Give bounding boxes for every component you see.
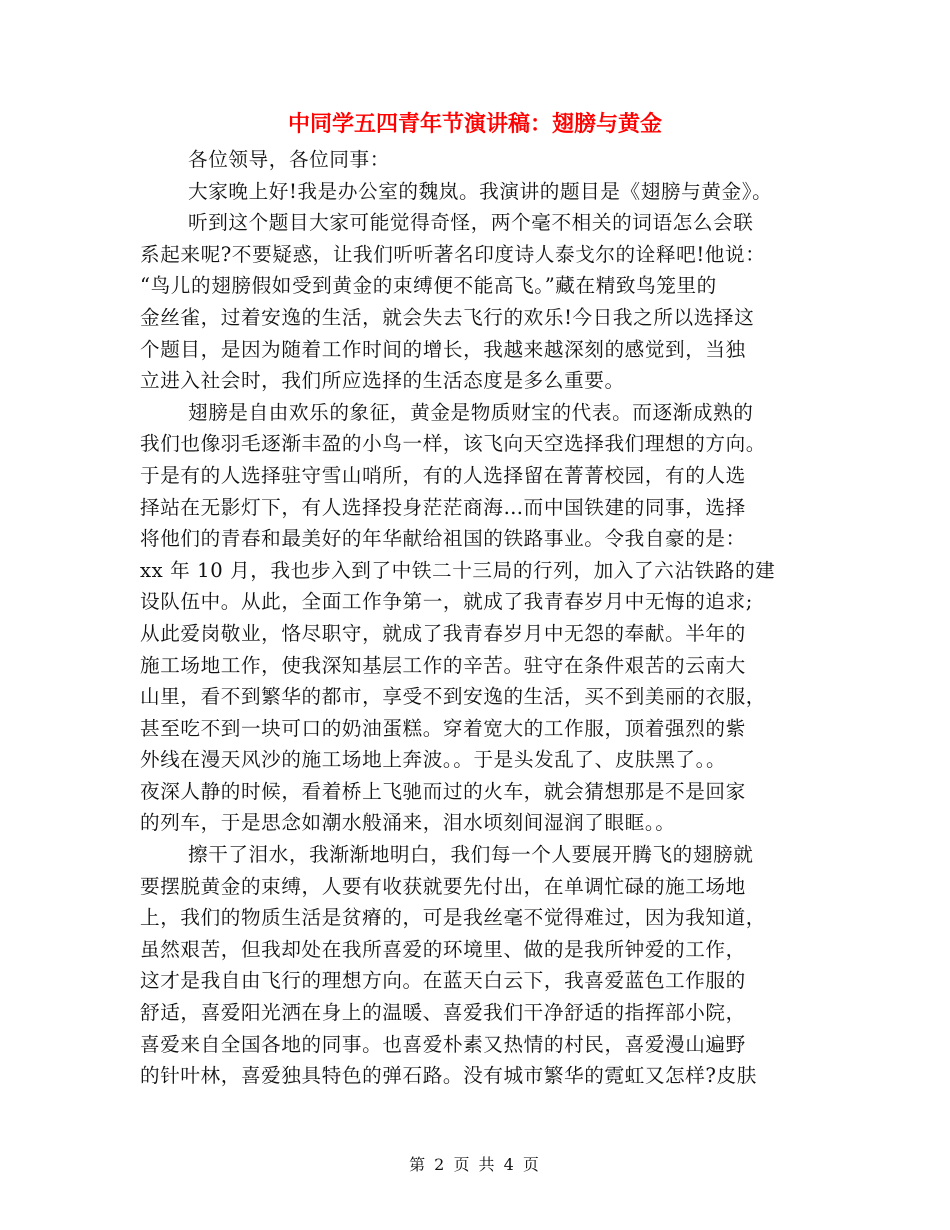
- page-footer: 第 2 页 共 4 页: [409, 1155, 541, 1174]
- text-line: 喜爱来自全国各地的同事。也喜爱朴素又热情的村民，喜爱漫山遍野: [140, 1032, 746, 1056]
- text-line: 虽然艰苦，但我却处在我所喜爱的环境里、做的是我所钟爱的工作，: [140, 937, 746, 961]
- document-body: [140, 144, 812, 1092]
- text-line: 于是有的人选择驻守雪山哨所，有的人选择留在菁菁校园，有的人选: [140, 463, 746, 487]
- text-line: 各位领导，各位同事：: [188, 148, 390, 171]
- text-line: 从此爱岗敬业，恪尽职守，就成了我青春岁月中无怨的奉献。半年的: [140, 621, 746, 645]
- text-line: 夜深人静的时候，看着桥上飞驰而过的火车，就会猜想那是不是回家: [140, 779, 746, 803]
- text-line: 设队伍中。从此，全面工作争第一，就成了我青春岁月中无悔的追求;: [140, 590, 754, 614]
- text-line: 上，我们的物质生活是贫瘠的，可是我丝毫不觉得难过，因为我知道，: [140, 906, 767, 930]
- text-line: xx 年 10 月，我也步入到了中铁二十三局的行列，加入了六沾铁路的建: [140, 558, 776, 582]
- text-line: 山里，看不到繁华的都市，享受不到安逸的生活，买不到美丽的衣服，: [140, 685, 767, 709]
- text-line: 金丝雀，过着安逸的生活，就会失去飞行的欢乐!今日我之所以选择这: [140, 305, 755, 329]
- text-line: 舒适，喜爱阳光洒在身上的温暖、喜爱我们干净舒适的指挥部小院，: [140, 1001, 746, 1025]
- text-line: 将他们的青春和最美好的年华献给祖国的铁路事业。令我自豪的是：: [140, 527, 746, 551]
- text-line: 个题目，是因为随着工作时间的增长，我越来越深刻的感觉到，当独: [140, 337, 746, 361]
- text-line: 这才是我自由飞行的理想方向。在蓝天白云下，我喜爱蓝色工作服的: [140, 969, 746, 993]
- document-title: 中同学五四青年节演讲稿：翅膀与黄金: [287, 112, 662, 137]
- text-line: 甚至吃不到一块可口的奶油蛋糕。穿着宽大的工作服，顶着强烈的紫: [140, 716, 746, 740]
- text-line: 的列车，于是思念如潮水般涌来，泪水顷刻间湿润了眼眶。。: [140, 811, 676, 835]
- text-line: 要摆脱黄金的束缚，人要有收获就要先付出，在单调忙碌的施工场地: [140, 874, 746, 898]
- text-line: 大家晚上好!我是办公室的魏岚。我演讲的题目是《翅膀与黄金》。: [188, 179, 773, 203]
- text-line: 翅膀是自由欢乐的象征，黄金是物质财宝的代表。而逐渐成熟的: [188, 400, 754, 424]
- text-line: 外线在漫天风沙的施工场地上奔波。。于是头发乱了、皮肤黑了。。: [140, 748, 727, 772]
- text-line: 擦干了泪水，我渐渐地明白，我们每一个人要展开腾飞的翅膀就: [188, 843, 754, 867]
- text-line: 我们也像羽毛逐渐丰盈的小鸟一样，该飞向天空选择我们理想的方向。: [140, 432, 767, 456]
- text-line: 择站在无影灯下，有人选择投身茫茫商海…而中国铁建的同事，选择: [140, 495, 746, 519]
- text-line: “鸟儿的翅膀假如受到黄金的束缚便不能高飞。”藏在精致鸟笼里的: [140, 274, 717, 298]
- text-line: 听到这个题目大家可能觉得奇怪，两个毫不相关的词语怎么会联: [188, 211, 754, 235]
- text-line: 施工场地工作，使我深知基层工作的辛苦。驻守在条件艰苦的云南大: [140, 653, 746, 677]
- text-line: 的针叶林，喜爱独具特色的弹石路。没有城市繁华的霓虹又怎样?皮肤: [140, 1064, 757, 1088]
- text-line: 立进入社会时，我们所应选择的生活态度是多么重要。: [140, 369, 625, 393]
- text-line: 系起来呢?不要疑惑，让我们听听著名印度诗人泰戈尔的诠释吧!他说：: [140, 242, 766, 266]
